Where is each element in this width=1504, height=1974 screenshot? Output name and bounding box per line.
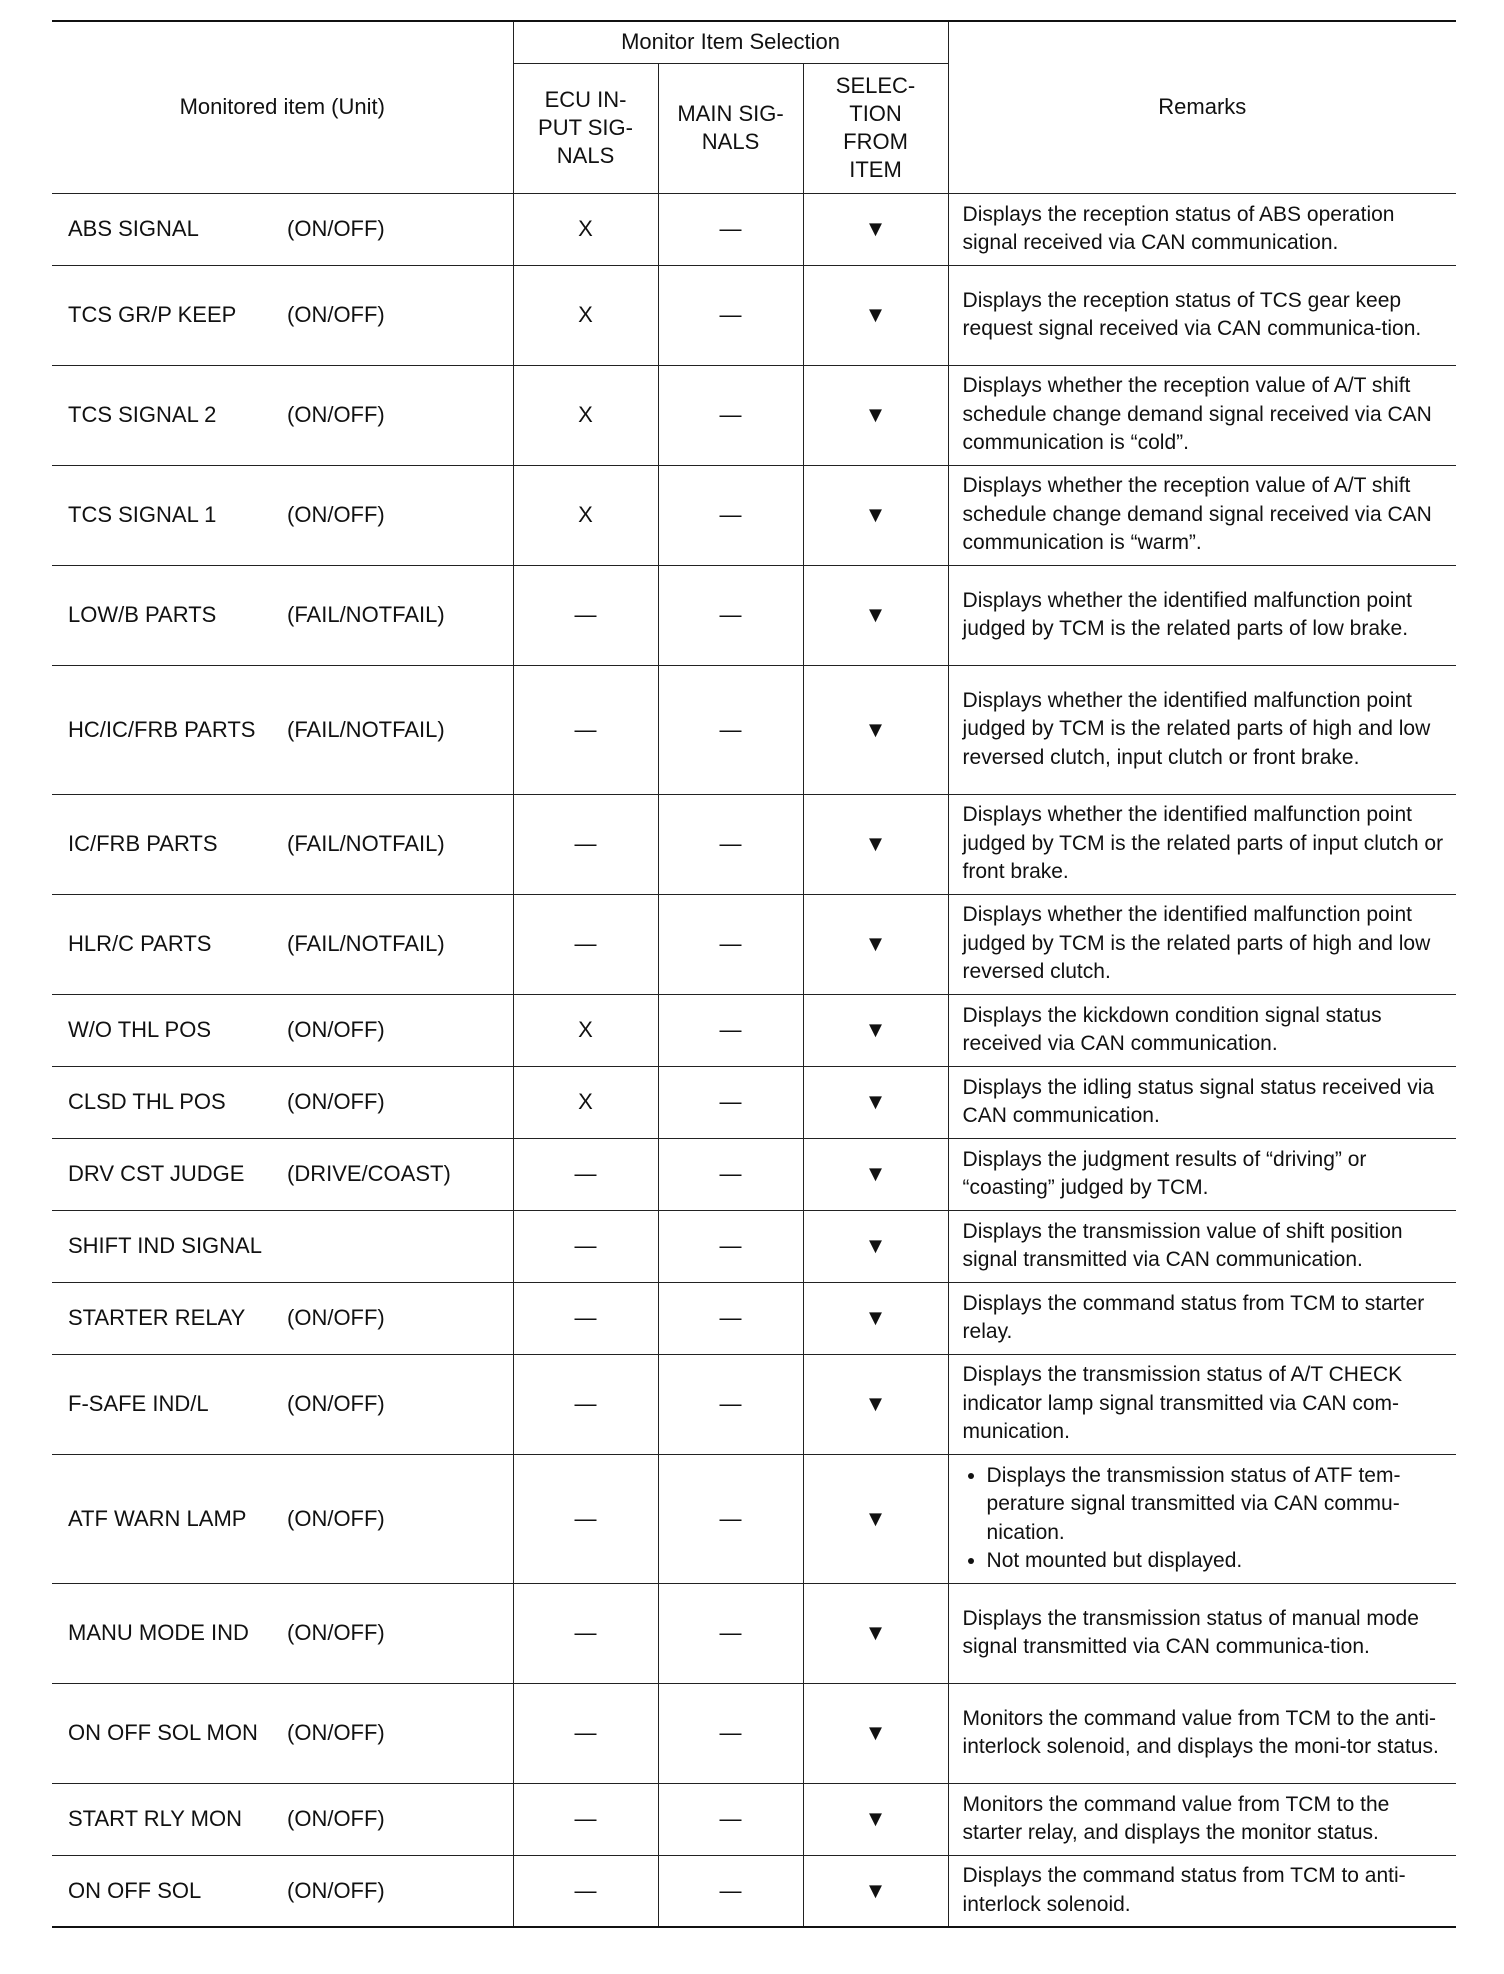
remarks-cell: Displays the transmission value of shift position signal transmitted via CAN communication. [948, 1210, 1456, 1282]
remarks-cell: Displays whether the reception value of A/T shift schedule change demand signal received via CAN communication is “warm”. [948, 465, 1456, 565]
table-row [52, 1138, 1456, 1210]
item-name: START RLY MON [52, 1783, 287, 1855]
ecu-input-signals-cell: — [513, 1354, 658, 1454]
ecu-input-signals-cell: — [513, 1855, 658, 1927]
table-row [52, 1282, 1456, 1354]
ecu-input-signals-cell: — [513, 1783, 658, 1855]
item-unit: (ON/OFF) [287, 1855, 513, 1927]
remarks-cell: Displays the reception status of TCS gear keep request signal received via CAN communica-tion. [948, 265, 1456, 365]
remarks-cell: Displays the idling status signal status received via CAN communication. [948, 1066, 1456, 1138]
remarks-cell: Displays whether the identified malfunction point judged by TCM is the related parts of high and low reversed clutch. [948, 894, 1456, 994]
item-unit: (FAIL/NOTFAIL) [287, 665, 513, 794]
header-selection-from-item: SELEC- TION FROM ITEM [803, 63, 948, 193]
header-remarks: Remarks [948, 21, 1456, 193]
remarks-cell: Displays the reception status of ABS operation signal received via CAN communication. [948, 193, 1456, 265]
main-signals-cell: — [658, 465, 803, 565]
main-signals-cell: — [658, 1583, 803, 1683]
main-signals-cell: — [658, 565, 803, 665]
selection-from-item-cell: ▼ [803, 894, 948, 994]
table-row [52, 794, 1456, 894]
ecu-input-signals-cell: X [513, 193, 658, 265]
ecu-input-signals-cell: X [513, 1066, 658, 1138]
header-ecu-input-signals: ECU IN- PUT SIG- NALS [513, 63, 658, 193]
item-name: TCS SIGNAL 1 [52, 465, 287, 565]
selection-from-item-cell: ▼ [803, 565, 948, 665]
item-unit: (FAIL/NOTFAIL) [287, 894, 513, 994]
table-row [52, 465, 1456, 565]
table-row [52, 994, 1456, 1066]
table-row [52, 193, 1456, 265]
remarks-cell: Displays whether the identified malfunction point judged by TCM is the related parts of low brake. [948, 565, 1456, 665]
main-signals-cell: — [658, 1454, 803, 1583]
selection-from-item-cell: ▼ [803, 994, 948, 1066]
item-unit: (ON/OFF) [287, 1783, 513, 1855]
ecu-input-signals-cell: — [513, 1454, 658, 1583]
selection-from-item-cell: ▼ [803, 1282, 948, 1354]
item-name: ON OFF SOL MON [52, 1683, 287, 1783]
item-unit: (DRIVE/COAST) [287, 1138, 513, 1210]
item-name: TCS GR/P KEEP [52, 265, 287, 365]
main-signals-cell: — [658, 1783, 803, 1855]
item-unit: (ON/OFF) [287, 994, 513, 1066]
selection-from-item-cell: ▼ [803, 794, 948, 894]
item-name: STARTER RELAY [52, 1282, 287, 1354]
item-unit: (ON/OFF) [287, 1354, 513, 1454]
main-signals-cell: — [658, 1354, 803, 1454]
ecu-input-signals-cell: X [513, 365, 658, 465]
table-row [52, 1855, 1456, 1927]
main-signals-cell: — [658, 894, 803, 994]
item-unit: (ON/OFF) [287, 365, 513, 465]
selection-from-item-cell: ▼ [803, 1210, 948, 1282]
remarks-cell: Monitors the command value from TCM to the starter relay, and displays the monitor status. [948, 1783, 1456, 1855]
main-signals-cell: — [658, 1210, 803, 1282]
item-name: CLSD THL POS [52, 1066, 287, 1138]
remarks-bullet: • Displays the transmission status of ATF tem-perature signal transmitted via CAN commu-nication. [987, 1462, 1447, 1548]
table-row [52, 894, 1456, 994]
ecu-input-signals-cell: — [513, 1138, 658, 1210]
selection-from-item-cell: ▼ [803, 1855, 948, 1927]
selection-from-item-cell: ▼ [803, 1354, 948, 1454]
ecu-input-signals-cell: X [513, 994, 658, 1066]
item-unit [287, 1210, 513, 1282]
table-row [52, 565, 1456, 665]
table-row [52, 1583, 1456, 1683]
header-main-signals: MAIN SIG- NALS [658, 63, 803, 193]
selection-from-item-cell: ▼ [803, 1683, 948, 1783]
table-row [52, 665, 1456, 794]
table-row [52, 1066, 1456, 1138]
item-name: MANU MODE IND [52, 1583, 287, 1683]
ecu-input-signals-cell: — [513, 894, 658, 994]
item-name: ABS SIGNAL [52, 193, 287, 265]
main-signals-cell: — [658, 1138, 803, 1210]
remarks-cell: Displays whether the identified malfunction point judged by TCM is the related parts of input clutch or front brake. [948, 794, 1456, 894]
remarks-cell: Displays the command status from TCM to anti-interlock solenoid. [948, 1855, 1456, 1927]
remarks-bullet: • Not mounted but displayed. [987, 1547, 1447, 1576]
main-signals-cell: — [658, 1683, 803, 1783]
selection-from-item-cell: ▼ [803, 665, 948, 794]
main-signals-cell: — [658, 365, 803, 465]
main-signals-cell: — [658, 265, 803, 365]
item-unit: (ON/OFF) [287, 1066, 513, 1138]
remarks-cell: Displays the command status from TCM to starter relay. [948, 1282, 1456, 1354]
item-unit: (ON/OFF) [287, 265, 513, 365]
remarks-cell: Displays the transmission status of manual mode signal transmitted via CAN communica-tion. [948, 1583, 1456, 1683]
ecu-input-signals-cell: — [513, 1282, 658, 1354]
remarks-bullet-list [963, 1462, 1447, 1576]
main-signals-cell: — [658, 665, 803, 794]
item-unit: (ON/OFF) [287, 193, 513, 265]
item-name: ATF WARN LAMP [52, 1454, 287, 1583]
remarks-cell [948, 1454, 1456, 1583]
item-unit: (ON/OFF) [287, 1454, 513, 1583]
remarks-cell: Displays the kickdown condition signal status received via CAN communication. [948, 994, 1456, 1066]
ecu-input-signals-cell: X [513, 465, 658, 565]
main-signals-cell: — [658, 1066, 803, 1138]
item-unit: (FAIL/NOTFAIL) [287, 565, 513, 665]
table-row [52, 1683, 1456, 1783]
item-name: TCS SIGNAL 2 [52, 365, 287, 465]
item-name: LOW/B PARTS [52, 565, 287, 665]
main-signals-cell: — [658, 1282, 803, 1354]
table-row [52, 1783, 1456, 1855]
main-signals-cell: — [658, 794, 803, 894]
item-name: SHIFT IND SIGNAL [52, 1210, 287, 1282]
header-monitored-item: Monitored item (Unit) [52, 21, 513, 193]
selection-from-item-cell: ▼ [803, 1783, 948, 1855]
monitor-item-table [52, 20, 1456, 1928]
ecu-input-signals-cell: — [513, 1583, 658, 1683]
item-name: DRV CST JUDGE [52, 1138, 287, 1210]
table-row [52, 1210, 1456, 1282]
remarks-cell: Displays the transmission status of A/T CHECK indicator lamp signal transmitted via CAN com-munication. [948, 1354, 1456, 1454]
remarks-cell: Displays whether the reception value of A/T shift schedule change demand signal received via CAN communication is “cold”. [948, 365, 1456, 465]
ecu-input-signals-cell: — [513, 565, 658, 665]
selection-from-item-cell: ▼ [803, 365, 948, 465]
table-row [52, 265, 1456, 365]
item-name: W/O THL POS [52, 994, 287, 1066]
item-unit: (ON/OFF) [287, 1583, 513, 1683]
selection-from-item-cell: ▼ [803, 265, 948, 365]
table-row [52, 365, 1456, 465]
remarks-cell: Displays the judgment results of “driving” or “coasting” judged by TCM. [948, 1138, 1456, 1210]
remarks-cell: Displays whether the identified malfunction point judged by TCM is the related parts of high and low reversed clutch, input clutch or front brake. [948, 665, 1456, 794]
selection-from-item-cell: ▼ [803, 465, 948, 565]
table-row [52, 1454, 1456, 1583]
item-unit: (FAIL/NOTFAIL) [287, 794, 513, 894]
remarks-cell: Monitors the command value from TCM to the anti-interlock solenoid, and displays the moni-tor status. [948, 1683, 1456, 1783]
selection-from-item-cell: ▼ [803, 1138, 948, 1210]
ecu-input-signals-cell: X [513, 265, 658, 365]
main-signals-cell: — [658, 193, 803, 265]
item-name: HLR/C PARTS [52, 894, 287, 994]
item-unit: (ON/OFF) [287, 1683, 513, 1783]
selection-from-item-cell: ▼ [803, 1454, 948, 1583]
ecu-input-signals-cell: — [513, 794, 658, 894]
item-unit: (ON/OFF) [287, 465, 513, 565]
item-name: HC/IC/FRB PARTS [52, 665, 287, 794]
ecu-input-signals-cell: — [513, 1210, 658, 1282]
item-unit: (ON/OFF) [287, 1282, 513, 1354]
selection-from-item-cell: ▼ [803, 1066, 948, 1138]
main-signals-cell: — [658, 1855, 803, 1927]
selection-from-item-cell: ▼ [803, 1583, 948, 1683]
selection-from-item-cell: ▼ [803, 193, 948, 265]
main-signals-cell: — [658, 994, 803, 1066]
item-name: ON OFF SOL [52, 1855, 287, 1927]
table-row [52, 1354, 1456, 1454]
item-name: IC/FRB PARTS [52, 794, 287, 894]
item-name: F-SAFE IND/L [52, 1354, 287, 1454]
ecu-input-signals-cell: — [513, 1683, 658, 1783]
ecu-input-signals-cell: — [513, 665, 658, 794]
header-monitor-item-selection: Monitor Item Selection [513, 21, 948, 63]
